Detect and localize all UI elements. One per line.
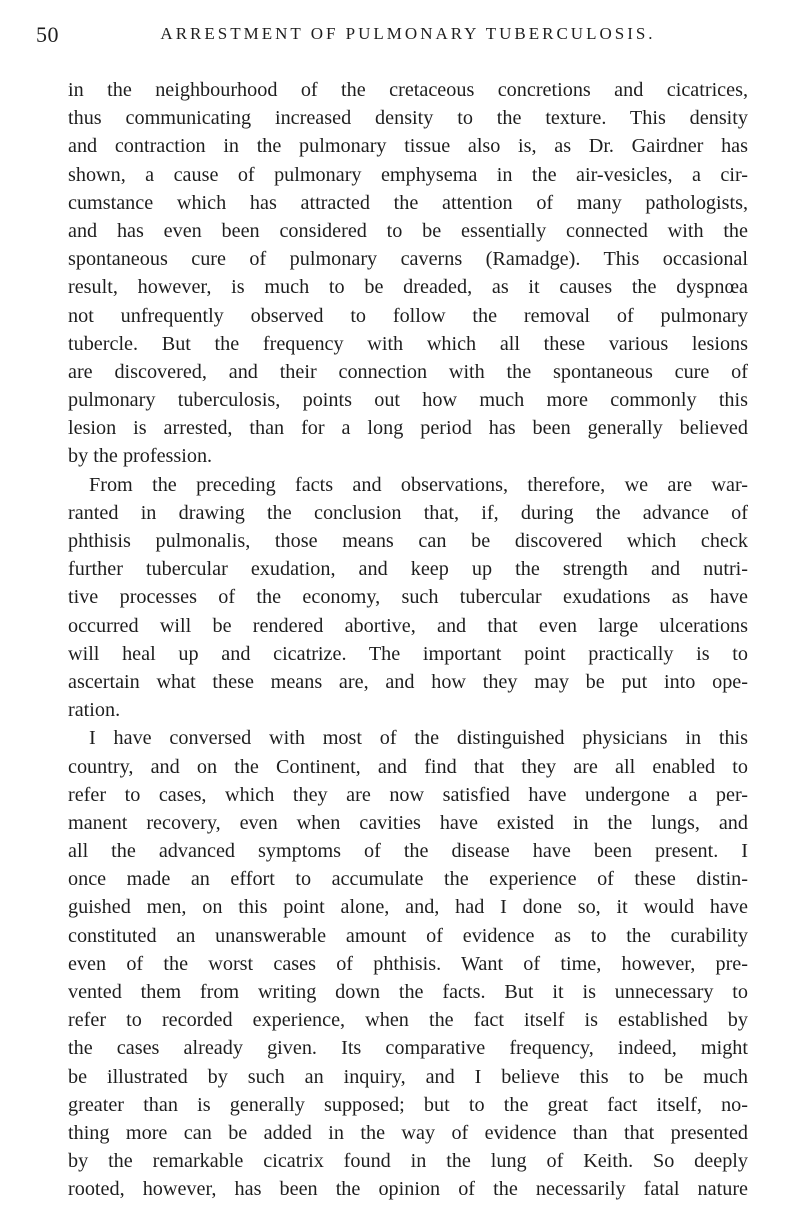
text-line: tubercle. But the frequency with which all these various lesions (68, 332, 748, 355)
running-title: ARRESTMENT OF PULMONARY TUBERCULOSIS. (160, 24, 656, 43)
text-line: refer to recorded experience, when the fact itself is established by (68, 1009, 748, 1032)
text-line: and contraction in the pulmonary tissue also is, as Dr. Gairdner has (68, 135, 748, 158)
text-line: be illustrated by such an inquiry, and I believe this to be much (68, 1065, 748, 1088)
text-line: greater than is generally supposed; but to the great fact itself, no- (68, 1093, 748, 1116)
text-line: shown, a cause of pulmonary emphysema in the air-vesicles, a cir- (68, 163, 748, 186)
text-line: From the preceding facts and observations, therefore, we are war- (89, 473, 748, 496)
running-head (36, 22, 748, 52)
body-text (68, 76, 748, 1204)
text-line: spontaneous cure of pulmonary caverns (Ramadge). This occasional (68, 248, 748, 271)
text-line: the cases already given. Its comparative frequency, indeed, might (68, 1037, 748, 1060)
text-line: ascertain what these means are, and how they may be put into ope- (68, 670, 748, 693)
text-line: in the neighbourhood of the cretaceous concretions and cicatrices, (68, 79, 748, 101)
text-line: by the remarkable cicatrix found in the lung of Keith. So deeply (68, 1150, 748, 1173)
text-line: tive processes of the economy, such tubercular exudations as have (68, 586, 748, 609)
text-line: once made an effort to accumulate the experience of these distin- (68, 868, 748, 891)
page-number: 50 (36, 22, 59, 47)
text-line: ration. (68, 699, 121, 722)
text-line: all the advanced symptoms of the disease have been present. I (68, 840, 748, 863)
text-line: by the profession. (68, 445, 213, 468)
text-line: vented them from writing down the facts. But it is unnecessary to (68, 981, 748, 1003)
text-line: further tubercular exudation, and keep up the strength and nutri- (68, 558, 748, 581)
text-line: thus communicating increased density to the texture. This density (68, 107, 748, 130)
text-line: thing more can be added in the way of evidence than that presented (68, 1121, 748, 1144)
text-line: ranted in drawing the conclusion that, if, during the advance of (68, 501, 748, 524)
text-line: pulmonary tuberculosis, points out how much more commonly this (68, 389, 748, 412)
text-line: and has even been considered to be essentially connected with the (68, 219, 748, 242)
text-line: guished men, on this point alone, and, had I done so, it would have (68, 896, 748, 919)
text-line: constituted an unanswerable amount of evidence as to the curability (68, 924, 748, 947)
text-line: occurred will be rendered abortive, and that even large ulcerations (68, 614, 748, 637)
text-line: cumstance which has attracted the attention of many pathologists, (68, 191, 748, 214)
text-line: not unfrequently observed to follow the removal of pulmonary (68, 304, 748, 327)
text-line: refer to cases, which they are now satisfied have undergone a per- (68, 783, 748, 806)
text-line: phthisis pulmonalis, those means can be discovered which check (68, 530, 748, 552)
text-line: even of the worst cases of phthisis. Want of time, however, pre- (68, 952, 748, 975)
text-line: are discovered, and their connection with the spontaneous cure of (68, 360, 748, 383)
text-line: result, however, is much to be dreaded, as it causes the dyspnœa (68, 276, 748, 299)
book-page (36, 22, 748, 1204)
text-line: lesion is arrested, than for a long period has been generally believed (68, 417, 748, 440)
text-line: country, and on the Continent, and find that they are all enabled to (68, 755, 748, 778)
text-line: rooted, however, has been the opinion of the necessarily fatal nature (68, 1178, 748, 1201)
text-line: manent recovery, even when cavities have existed in the lungs, and (68, 811, 748, 834)
text-line: will heal up and cicatrize. The important point practically is to (68, 642, 748, 665)
text-line: I have conversed with most of the distinguished physicians in this (89, 727, 748, 750)
